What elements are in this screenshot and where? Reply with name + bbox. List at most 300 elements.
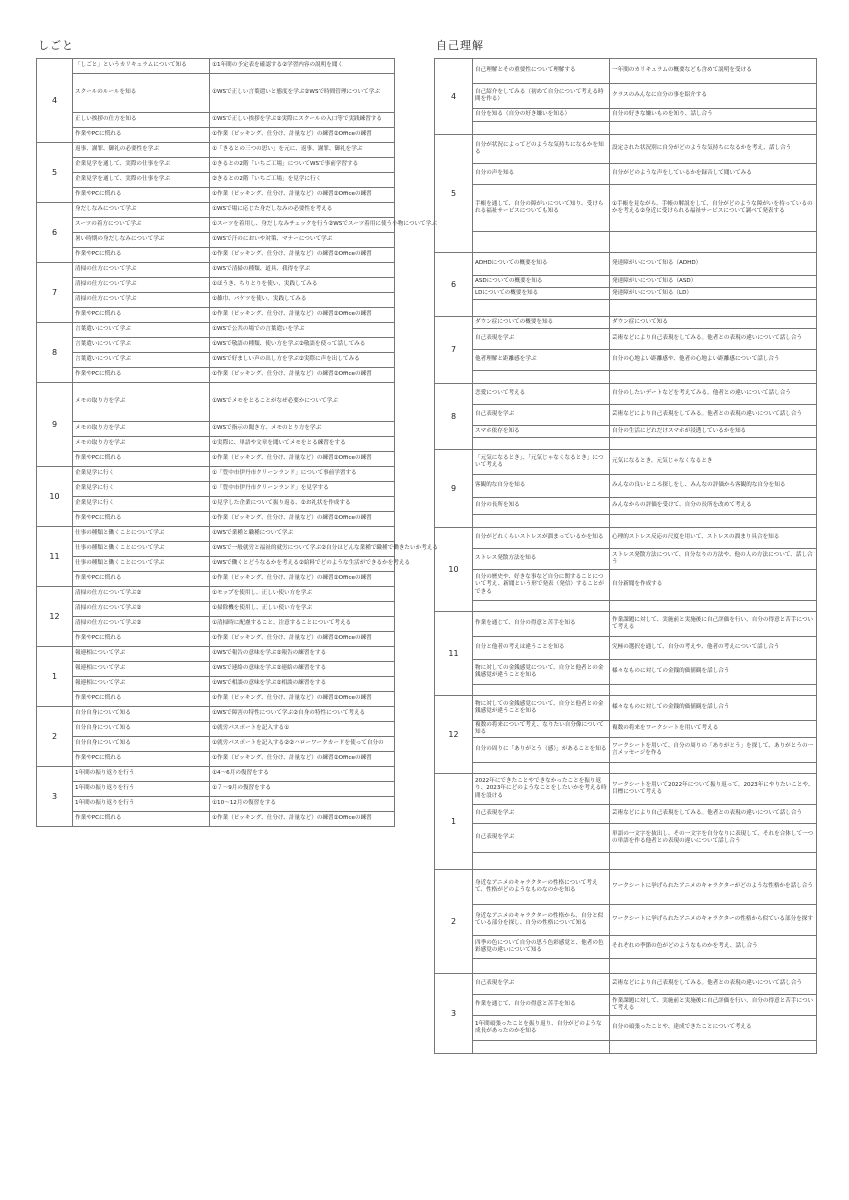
activity-cell: 複数の将来をワークシートを用いて考える [610, 721, 817, 738]
activity-cell [610, 122, 817, 135]
month-cell: 5 [435, 135, 473, 253]
activity-cell: ストレス発散方法について、自分なりの方法や、他の人の方法について、話し合う [610, 549, 817, 570]
activity-cell [610, 371, 817, 384]
goal-cell: 自己表現を学ぶ [473, 974, 610, 995]
month-cell: 9 [435, 450, 473, 528]
goal-cell: ADHDについての概要を知る [473, 253, 610, 276]
table-row [37, 572, 395, 587]
goal-cell: 言葉遣いについて学ぶ [73, 323, 210, 338]
goal-cell: 作業やPCに慣れる [73, 452, 210, 467]
activity-cell: ①作業（ピッキング、仕分け、計量など）の練習②Officeの練習 [210, 692, 395, 707]
goal-cell: 1年間の振り返りを行う [73, 782, 210, 797]
month-cell: 4 [37, 59, 73, 143]
activity-cell: ①WSで連絡の意味を学ぶ②連絡の練習をする [210, 662, 395, 677]
month-cell: 5 [37, 143, 73, 203]
shigoto-panel [36, 38, 438, 827]
goal-cell: スマホ依存を知る [473, 426, 610, 438]
goal-cell: 自分が状況によってどのような気持ちになるかを知る [473, 135, 610, 164]
month-cell: 8 [37, 323, 73, 383]
goal-cell [473, 438, 610, 450]
goal-cell: 作業やPCに慣れる [73, 512, 210, 527]
shigoto-title: しごと [38, 39, 74, 52]
goal-cell: メモの取り方を学ぶ [73, 383, 210, 422]
activity-cell [610, 763, 817, 774]
goal-cell: 清掃の仕方について学ぶ [73, 263, 210, 278]
table-row [435, 276, 817, 288]
table-row [435, 612, 817, 637]
table-row [435, 515, 817, 528]
activity-cell: 自分の好きな嫌いものを知り、話し合う [610, 109, 817, 122]
activity-cell: 自分の生活にどれだけスマホが浸透しているかを知る [610, 426, 817, 438]
goal-cell: 報連相について学ぶ [73, 677, 210, 692]
table-row [37, 557, 395, 572]
goal-cell: 自己紹介をしてみる（初めて自分について考える時間を作る） [473, 84, 610, 109]
activity-cell: 芸術などにより自己表現をしてみる。他者との表現の違いについて話し合う [610, 805, 817, 824]
goal-cell [473, 300, 610, 317]
activity-cell: ①作業（ピッキング、仕分け、計量など）の練習②Officeの練習 [210, 188, 395, 203]
goal-cell: 清掃の仕方について学ぶ [73, 278, 210, 293]
activity-cell: ①就労パスポートを記入する① [210, 722, 395, 737]
activity-cell: ①WSで一般就労と福祉的就労について学ぶ②自分はどんな業種で職種で働きたいか考える [210, 542, 395, 557]
table-row [37, 263, 395, 278]
table-row [435, 109, 817, 122]
goal-cell [473, 232, 610, 253]
activity-cell: ①掃除機を使用し、正しい使い方を学ぶ [210, 602, 395, 617]
activity-cell: 発達障がいについて知る（LD） [610, 288, 817, 300]
activity-cell: 様々なものに対しての金銭的価値観を話し合う [610, 696, 817, 721]
activity-cell: ①作業（ピッキング、仕分け、計量など）の練習②Officeの練習 [210, 308, 395, 323]
goal-cell: 作業やPCに慣れる [73, 368, 210, 383]
goal-cell: メモの取り方を学ぶ [73, 437, 210, 452]
table-row [435, 528, 817, 549]
table-row [37, 467, 395, 482]
goal-cell [473, 515, 610, 528]
goal-cell: LDについての概要を知る [473, 288, 610, 300]
table-row [37, 353, 395, 368]
activity-cell: ワークシートを用いて2022年について振り返って、2023年にやりたいことや、目標について考える [610, 774, 817, 805]
goal-cell: 自己表現を学ぶ [473, 329, 610, 350]
jiko-rikai-title: 自己理解 [436, 39, 484, 52]
table-row [435, 450, 817, 475]
goal-cell: 「しごと」というカリキュラムについて知る [73, 59, 210, 74]
goal-cell: 自己表現を学ぶ [473, 405, 610, 426]
activity-cell [610, 300, 817, 317]
table-row [37, 737, 395, 752]
goal-cell: 企業見学に行く [73, 467, 210, 482]
table-row [37, 113, 395, 128]
month-cell: 7 [435, 317, 473, 384]
month-cell: 6 [435, 253, 473, 317]
goal-cell: ダウン症についての概要を知る [473, 317, 610, 329]
table-row [435, 721, 817, 738]
activity-cell: 自分のしたいデートなどを考えてみる。他者との違いについて話し合う [610, 384, 817, 405]
activity-cell: ①1年間の予定表を確認する②学習内容の説明を聞く [210, 59, 395, 74]
activity-cell: ①「きるとの三つの思い」を元に、返事、謝罪、御礼を学ぶ [210, 143, 395, 158]
table-row [37, 782, 395, 797]
month-cell: 6 [37, 203, 73, 263]
activity-cell: ①きるとの2階「いちご工場」についてWSで事前学習する [210, 158, 395, 173]
table-row [435, 974, 817, 995]
activity-cell: ①清掃時に配慮すること、注意することについて考える [210, 617, 395, 632]
month-cell: 2 [435, 870, 473, 974]
activity-cell: ①「豊中市伊丹市クリーンランド」について事前学習する [210, 467, 395, 482]
table-row [435, 405, 817, 426]
month-cell: 10 [435, 528, 473, 612]
table-row [435, 824, 817, 853]
table-row [37, 722, 395, 737]
activity-cell: 設定された状況別に自分がどのような気持ちになるかを考え、話し合う [610, 135, 817, 164]
goal-cell: 清掃の仕方について学ぶ② [73, 602, 210, 617]
goal-cell [473, 959, 610, 974]
table-row [435, 135, 817, 164]
table-row [435, 371, 817, 384]
goal-cell: 報連相について学ぶ [73, 662, 210, 677]
goal-cell: 作業やPCに慣れる [73, 572, 210, 587]
table-row [435, 232, 817, 253]
table-row [435, 774, 817, 805]
table-row [435, 288, 817, 300]
goal-cell: ストレス発散方法を知る [473, 549, 610, 570]
table-row [435, 300, 817, 317]
activity-cell: ①WSでメモをとることがなぜ必要かについて学ぶ [210, 383, 395, 422]
table-row [37, 527, 395, 542]
table-row [37, 128, 395, 143]
month-cell: 11 [435, 612, 473, 696]
month-cell: 1 [37, 647, 73, 707]
table-row [37, 59, 395, 74]
activity-cell: ①WSで公共の場での言葉遣いを学ぶ [210, 323, 395, 338]
activity-cell [610, 853, 817, 870]
activity-cell: ①就労パスポートを記入する②②ハローワークカードを使って自分の [210, 737, 395, 752]
goal-cell: 作業を通じて、自分の得意と苦手を知る [473, 612, 610, 637]
table-row [37, 143, 395, 158]
goal-cell: 清掃の仕方について学ぶ② [73, 617, 210, 632]
goal-cell: スーツの着方について学ぶ [73, 218, 210, 233]
activity-cell [610, 601, 817, 612]
activity-cell: ①見学した企業について振り返る、②お礼状を作成する [210, 497, 395, 512]
table-row [435, 59, 817, 84]
goal-cell: 四季の色について自分の思う色彩感覚と、他者の色彩感覚の違いについて知る [473, 936, 610, 959]
table-row [435, 805, 817, 824]
activity-cell: 作業課題に対して、実施前と実施後に自己評価を行い、自分の得意と苦手について考える [610, 995, 817, 1016]
activity-cell [610, 232, 817, 253]
table-row [435, 936, 817, 959]
activity-cell: 発達障がいについて知る（ADHD） [610, 253, 817, 276]
activity-cell: ①作業（ピッキング、仕分け、計量など）の練習②Officeの練習 [210, 752, 395, 767]
goal-cell [473, 122, 610, 135]
activity-cell: それぞれの季節の色がどのようなものかを考え、話し合う [610, 936, 817, 959]
goal-cell: 自分自身について知る [73, 722, 210, 737]
table-row [37, 752, 395, 767]
activity-cell: ワークシートに挙げられたアニメのキャラクターの性格から似ている部分を探す [610, 905, 817, 936]
month-cell: 12 [37, 587, 73, 647]
table-row [435, 498, 817, 515]
table-row [37, 323, 395, 338]
goal-cell [473, 685, 610, 696]
activity-cell: ①作業（ピッキング、仕分け、計量など）の練習②Officeの練習 [210, 248, 395, 263]
goal-cell: 返事、謝罪、御礼の必要性を学ぶ [73, 143, 210, 158]
month-cell: 3 [37, 767, 73, 827]
activity-cell: ワークシートに挙げられたアニメのキャラクターがどのような性格かを話し合う [610, 870, 817, 905]
goal-cell: 自分を知る（自分の好き嫌いを知る） [473, 109, 610, 122]
goal-cell: 自分がどれくらいストレスが溜まっているかを知る [473, 528, 610, 549]
activity-cell: 芸術などにより自己表現をしてみる。他者との表現の違いについて話し合う [610, 974, 817, 995]
activity-cell: ①作業（ピッキング、仕分け、計量など）の練習②Officeの練習 [210, 452, 395, 467]
table-row [37, 173, 395, 188]
goal-cell: 作業やPCに慣れる [73, 692, 210, 707]
table-row [435, 696, 817, 721]
activity-cell: 発達障がいについて知る（ASD） [610, 276, 817, 288]
activity-cell: ダウン症について知る [610, 317, 817, 329]
activity-cell: クラスのみんなに自分の事を紹介する [610, 84, 817, 109]
goal-cell: 言葉遣いについて学ぶ [73, 338, 210, 353]
shigoto-table [36, 58, 438, 827]
activity-cell: ①作業（ピッキング、仕分け、計量など）の練習②Officeの練習 [210, 368, 395, 383]
activity-cell: ①手帳を見ながら、手帳の解説をして、自分がどのような障がいを持っているのかを考える②身近に受けられる福祉サービスについて調べて発表する [610, 185, 817, 232]
activity-cell: 究極の選択を通して、自分の考えや、他者の考えについて話し合う [610, 637, 817, 660]
goal-cell: 2022年にできたことやできなかったことを振り返り、2023年にどのようなことをしたいかを考える時間を設ける [473, 774, 610, 805]
activity-cell: ①WSで報告の意味を学ぶ②報告の練習をする [210, 647, 395, 662]
table-row [37, 248, 395, 263]
table-row [37, 383, 395, 422]
table-row [435, 1016, 817, 1041]
goal-cell: 作業やPCに慣れる [73, 632, 210, 647]
table-row [435, 1041, 817, 1054]
goal-cell: 作業を通じて、自分の得意と苦手を知る [473, 995, 610, 1016]
goal-cell: 自分の声を知る [473, 164, 610, 185]
activity-cell: 作業課題に対して、実施前と実施後に自己評価を行い、自分の得意と苦手について考える [610, 612, 817, 637]
goal-cell: 身だしなみについて学ぶ [73, 203, 210, 218]
table-row [435, 350, 817, 371]
activity-cell [610, 685, 817, 696]
activity-cell: ①モップを使用し、正しい使い方を学ぶ [210, 587, 395, 602]
table-row [435, 185, 817, 232]
activity-cell: ①WSで汗のにおいや対策、マナーについて学ぶ [210, 233, 395, 248]
goal-cell [473, 601, 610, 612]
activity-cell: 一年間のカリキュラムの概要なども含めて説明を受ける [610, 59, 817, 84]
goal-cell: 仕事の種類と働くことについて学ぶ [73, 542, 210, 557]
activity-cell: ①WSで清掃の種類、道具、我得を学ぶ [210, 263, 395, 278]
activity-cell: ①作業（ピッキング、仕分け、計量など）の練習②Officeの練習 [210, 812, 395, 827]
goal-cell: 物に対しての金銭感覚について、自分と他者との金銭感覚が違うことを知る [473, 660, 610, 685]
table-row [37, 482, 395, 497]
activity-cell: ①作業（ピッキング、仕分け、計量など）の練習②Officeの練習 [210, 632, 395, 647]
goal-cell: 自分の長所を知る [473, 498, 610, 515]
table-row [37, 308, 395, 323]
activity-cell: みんなの良いところ探しをし、みんなの評価から客観的な自分を知る [610, 475, 817, 498]
table-row [37, 602, 395, 617]
activity-cell: ①WSで正しい言葉遣いと態度を学ぶ②WSで時間管理について学ぶ [210, 74, 395, 113]
table-row [435, 84, 817, 109]
table-row [435, 384, 817, 405]
goal-cell: 清掃の仕方について学ぶ [73, 293, 210, 308]
activity-cell: ①WSで正しい挨拶を学ぶ②実際にスクールの入口等で実践練習する [210, 113, 395, 128]
table-row [37, 707, 395, 722]
jiko-rikai-panel [434, 38, 816, 1054]
goal-cell: 清掃の仕方について学ぶ② [73, 587, 210, 602]
goal-cell [473, 853, 610, 870]
goal-cell: 作業やPCに慣れる [73, 752, 210, 767]
activity-cell: ①WSで指示の聞き方、メモのとり方を学ぶ [210, 422, 395, 437]
activity-cell: 自分の心地よい距離感や、他者の心地よい距離感について話し合う [610, 350, 817, 371]
activity-cell: ワークシートを用いて、自分の周りの「ありがとう」を探して、ありがとうの一言メッセージを作る [610, 738, 817, 763]
month-cell: 3 [435, 974, 473, 1054]
goal-cell: 手帳を通して、自分の障がいについて知り、受けられる福祉サービスについても知る [473, 185, 610, 232]
table-row [435, 905, 817, 936]
goal-cell: 作業やPCに慣れる [73, 188, 210, 203]
goal-cell: 自分の歴史や、好きな事など自分に関することについて考え、新聞という形で発表（発信）することができる [473, 570, 610, 601]
jiko-rikai-table [434, 58, 817, 1054]
activity-cell: ①WSで障害の特性について学ぶ②自身の特性について考える [210, 707, 395, 722]
goal-cell: 仕事の種類と働くことについて学ぶ [73, 557, 210, 572]
table-row [37, 338, 395, 353]
activity-cell: 自分の頑張ったことや、達成できたことについて考える [610, 1016, 817, 1041]
goal-cell: 複数の将来について考え、なりたい自分像について知る [473, 721, 610, 738]
activity-cell: ①10～12月の復習をする [210, 797, 395, 812]
month-cell: 2 [37, 707, 73, 767]
goal-cell: 企業見学を通して、実際の仕事を学ぶ [73, 173, 210, 188]
activity-cell: ①WSで働くとどうなるかを考える②給料でどのような生活ができるかを考える [210, 557, 395, 572]
table-row [37, 293, 395, 308]
goal-cell: 企業見学を通して、実際の仕事を学ぶ [73, 158, 210, 173]
table-row [435, 570, 817, 601]
table-row [37, 218, 395, 233]
goal-cell: 企業見学に行く [73, 497, 210, 512]
activity-cell [610, 515, 817, 528]
table-row [435, 959, 817, 974]
goal-cell: 1年間の振り返りを行う [73, 797, 210, 812]
activity-cell: 心理的ストレス反応の尺度を用いて、ストレスの溜まり具合を知る [610, 528, 817, 549]
table-row [37, 647, 395, 662]
table-row [435, 438, 817, 450]
activity-cell: みんなからの評価を受けて、自分の長所を改めて考える [610, 498, 817, 515]
goal-cell: 作業やPCに慣れる [73, 812, 210, 827]
goal-cell: 暑い時期の身だしなみについて学ぶ [73, 233, 210, 248]
table-row [37, 677, 395, 692]
activity-cell: ①作業（ピッキング、仕分け、計量など）の練習②Officeの練習 [210, 128, 395, 143]
goal-cell [473, 371, 610, 384]
goal-cell: 言葉遣いについて学ぶ [73, 353, 210, 368]
goal-cell: スクールのルールを知る [73, 74, 210, 113]
activity-cell: 単語の一文字を抜出し、その一文字を自分なりに表現して、それを合体して一つの単語を作る他者との表現の違いについて話し合う [610, 824, 817, 853]
goal-cell: 仕事の種類と働くことについて学ぶ [73, 527, 210, 542]
table-row [37, 497, 395, 512]
table-row [435, 426, 817, 438]
goal-cell: 自己表現を学ぶ [473, 805, 610, 824]
goal-cell: 1年間頑張ったことを振り返り、自分がどのような成長があったのかを知る [473, 1016, 610, 1041]
goal-cell: 作業やPCに慣れる [73, 308, 210, 323]
goal-cell [473, 1041, 610, 1054]
month-cell: 4 [435, 59, 473, 135]
table-row [435, 253, 817, 276]
table-row [37, 74, 395, 113]
table-row [37, 158, 395, 173]
month-cell: 9 [37, 383, 73, 467]
goal-cell: 自己理解とその重要性について理解する [473, 59, 610, 84]
table-row [37, 797, 395, 812]
activity-cell: ①4～6月の復習をする [210, 767, 395, 782]
table-row [37, 767, 395, 782]
month-cell: 12 [435, 696, 473, 774]
goal-cell: ASDについての概要を知る [473, 276, 610, 288]
activity-cell [610, 1041, 817, 1054]
table-row [435, 660, 817, 685]
activity-cell: ①実際に、単語や文章を聞いてメモをとる練習をする [210, 437, 395, 452]
goal-cell: 自己表現を学ぶ [473, 824, 610, 853]
goal-cell: 自分自身について知る [73, 707, 210, 722]
goal-cell: メモの取り方を学ぶ [73, 422, 210, 437]
table-row [37, 452, 395, 467]
activity-cell: 元気になるとき、元気じゃなくなるとき [610, 450, 817, 475]
goal-cell: 客観的な自分を知る [473, 475, 610, 498]
activity-cell: ①WSで好ましい声の出し方を学ぶ②実際に声を出してみる [210, 353, 395, 368]
table-row [435, 685, 817, 696]
table-row [435, 317, 817, 329]
activity-cell: ①雑巾、バケツを使い、実践してみる [210, 293, 395, 308]
activity-cell: 様々なものに対しての金銭的価値観を話し合う [610, 660, 817, 685]
month-cell: 1 [435, 774, 473, 870]
goal-cell: 他者理解と距離感を学ぶ [473, 350, 610, 371]
month-cell: 7 [37, 263, 73, 323]
activity-cell: ①WSで場に応じた身だしなみの必要性を考える [210, 203, 395, 218]
activity-cell [610, 959, 817, 974]
table-row [37, 203, 395, 218]
activity-cell: ①WSで敬語の種類、使い方を学ぶ②敬語を使って話してみる [210, 338, 395, 353]
table-row [435, 763, 817, 774]
activity-cell: ①作業（ピッキング、仕分け、計量など）の練習②Officeの練習 [210, 572, 395, 587]
table-row [37, 188, 395, 203]
activity-cell [610, 438, 817, 450]
table-row [37, 812, 395, 827]
month-cell: 8 [435, 384, 473, 450]
table-row [435, 870, 817, 905]
activity-cell: ①WSで相談の意味を学ぶ②相談の練習をする [210, 677, 395, 692]
goal-cell: 作業やPCに慣れる [73, 128, 210, 143]
goal-cell: 恋愛について考える [473, 384, 610, 405]
goal-cell: 1年間の振り返りを行う [73, 767, 210, 782]
table-row [37, 692, 395, 707]
table-row [37, 233, 395, 248]
table-row [37, 542, 395, 557]
table-row [435, 637, 817, 660]
month-cell: 10 [37, 467, 73, 527]
table-row [435, 601, 817, 612]
goal-cell: 身近なアニメのキャラクターの性格から、自分と似ている部分を探し、自分の性格について知る [473, 905, 610, 936]
month-cell: 11 [37, 527, 73, 587]
table-row [37, 662, 395, 677]
goal-cell: 企業見学に行く [73, 482, 210, 497]
goal-cell: 報連相について学ぶ [73, 647, 210, 662]
table-row [37, 368, 395, 383]
table-row [435, 995, 817, 1016]
goal-cell: 「元気になるとき」、「元気じゃなくなるとき」について考える [473, 450, 610, 475]
activity-cell: 自分新聞を作成する [610, 570, 817, 601]
table-row [435, 549, 817, 570]
table-row [37, 587, 395, 602]
goal-cell: 物に対しての金銭感覚について、自分と他者との金銭感覚が違うことを知る [473, 696, 610, 721]
table-row [37, 632, 395, 647]
table-row [37, 512, 395, 527]
table-row [37, 437, 395, 452]
table-row [37, 422, 395, 437]
activity-cell: ①WSで業種と職種について学ぶ [210, 527, 395, 542]
goal-cell: 作業やPCに慣れる [73, 248, 210, 263]
activity-cell: ①７～9月の復習をする [210, 782, 395, 797]
table-row [37, 278, 395, 293]
activity-cell: ①「豊中市伊丹市クリーンランド」を見学する [210, 482, 395, 497]
activity-cell: ①スーツを着用し、身だしなみチェックを行う②WSでスーツ着用に使う小物について学ぶ [210, 218, 395, 233]
activity-cell: ①作業（ピッキング、仕分け、計量など）の練習②Officeの練習 [210, 512, 395, 527]
